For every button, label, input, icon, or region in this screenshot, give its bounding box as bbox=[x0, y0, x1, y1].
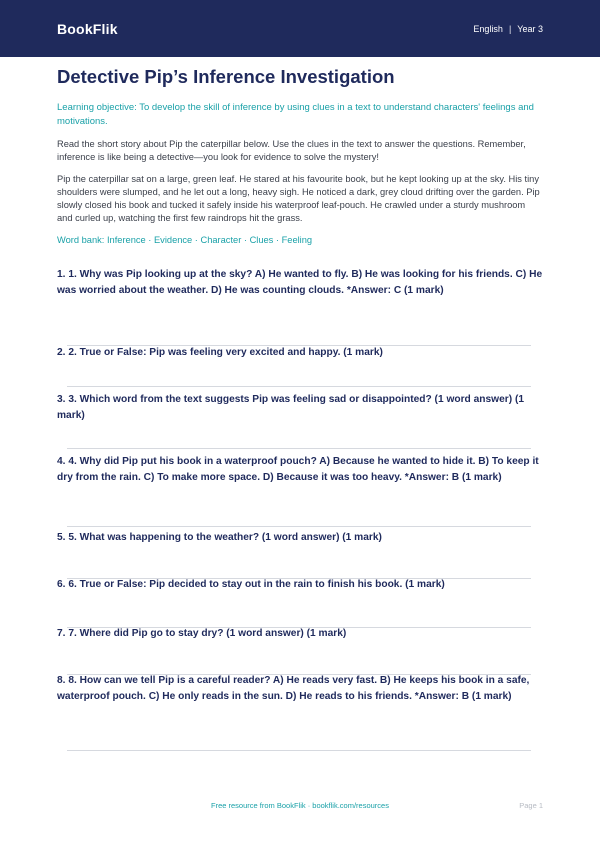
question-4: 4. 4. Why did Pip put his book in a waterproof pouch? A) Because he wanted to hide it. B) To keep it dry from the rain. C) To make more space. D) Because it was too heavy. *Answer: B (1 mark) bbox=[57, 456, 539, 483]
question-3: 3. 3. Which word from the text suggests Pip was feeling sad or disappointed? (1 word answer) (1 mark) bbox=[57, 394, 525, 421]
question-8: 8. 8. How can we tell Pip is a careful reader? A) He reads very fast. B) He keeps his book in a safe, waterproof pouch. C) He only reads in the sun. D) He reads to his friends. *Answer: B (1 mark) bbox=[57, 675, 530, 702]
page-number: Page 1 bbox=[519, 801, 543, 810]
learning-objective: Learning objective: To develop the skill of inference by using clues in a text to understand characters' feelings and motivations. bbox=[57, 102, 534, 127]
answer-line-4 bbox=[67, 526, 531, 527]
question-7: 7. 7. Where did Pip go to stay dry? (1 word answer) (1 mark) bbox=[57, 628, 347, 639]
year-label: Year 3 bbox=[517, 23, 543, 34]
question-6: 6. 6. True or False: Pip decided to stay out in the rain to finish his book. (1 mark) bbox=[57, 579, 445, 590]
meta-separator: | bbox=[508, 23, 512, 34]
question-5: 5. 5. What was happening to the weather? (1 word answer) (1 mark) bbox=[57, 532, 382, 543]
header-meta bbox=[473, 24, 543, 34]
brand-logo[interactable]: BookFlik bbox=[57, 20, 118, 37]
page-title: Detective Pip’s Inference Investigation bbox=[57, 66, 395, 87]
question-2: 2. 2. True or False: Pip was feeling very excited and happy. (1 mark) bbox=[57, 347, 383, 358]
worksheet-intro bbox=[57, 66, 543, 262]
footer-credit[interactable]: Free resource from BookFlik · bookflik.com/resources bbox=[211, 801, 389, 810]
question-1: 1. 1. Why was Pip looking up at the sky? A) He wanted to fly. B) He was looking for his friends. C) He was worried about the weather. D) He was counting clouds. *Answer: C (1 mark) bbox=[57, 269, 543, 296]
word-bank: Word bank: Inference · Evidence · Character · Clues · Feeling bbox=[57, 235, 313, 245]
site-header bbox=[0, 0, 600, 57]
story-text: Pip the caterpillar sat on a large, green leaf. He stared at his favourite book, but he kept looking up at the sky. His tiny shoulders were slumped, and he let out a long, heavy sigh. He noticed a dark, grey cloud drifting over the garden. Pip slowly closed his book and tucked it safely inside his waterproof leaf-pouch. He crawled under a sturdy mushroom and curled up, watching the first few raindrops hit the grass. bbox=[57, 174, 540, 223]
footer-divider bbox=[67, 750, 531, 751]
language-label: English bbox=[473, 23, 503, 34]
answer-line-2 bbox=[67, 386, 531, 387]
instructions-text: Read the short story about Pip the caterpillar below. Use the clues in the text to answer the questions. Remember, inference is like being a detective—you look for evidence to solve the mystery! bbox=[57, 139, 526, 162]
answer-line-3 bbox=[67, 448, 531, 449]
